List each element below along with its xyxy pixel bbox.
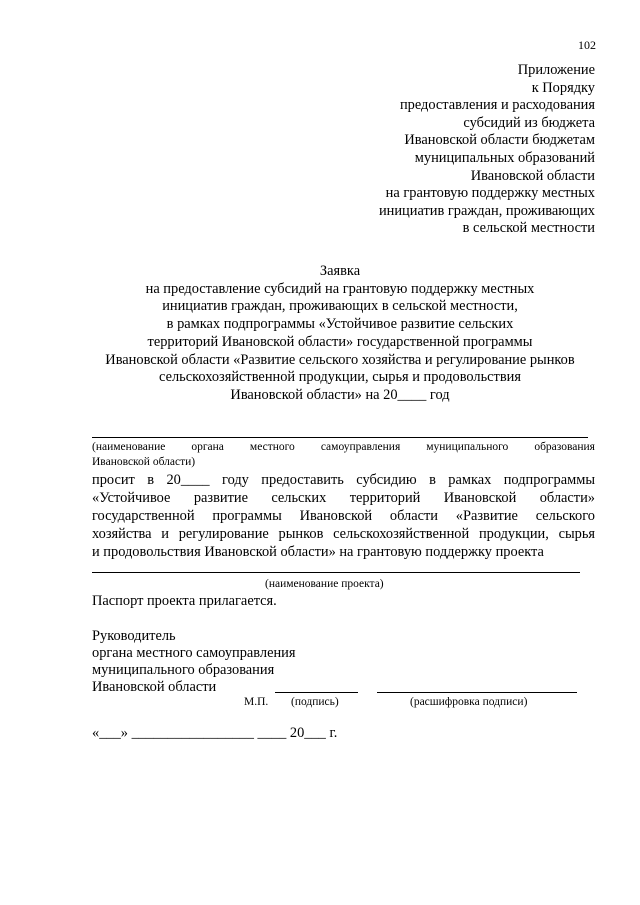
- org-name-caption: [92, 440, 595, 454]
- title-line: Заявка: [319, 263, 361, 279]
- appendix-header: [295, 62, 595, 238]
- appendix-line: к Порядку: [531, 79, 595, 96]
- title-line: в рамках подпрограммы «Устойчивое развитие сельских: [166, 316, 514, 333]
- request-line: хозяйства и регулирование рынков сельскохозяйственной продукции, сырья: [92, 526, 595, 542]
- signer-line: органа местного самоуправления: [92, 645, 296, 661]
- passport-text: Паспорт проекта прилагается.: [92, 593, 277, 609]
- request-line: «Устойчивое развитие сельских территорий Ивановской области»: [92, 490, 595, 506]
- decoding-caption: (расшифровка подписи): [410, 696, 528, 708]
- appendix-line: Ивановской области бюджетам: [404, 132, 595, 149]
- appendix-line: Ивановской области: [470, 167, 595, 184]
- title-line: сельскохозяйственной продукции, сырья и продовольствия: [159, 369, 521, 386]
- request-line: и продовольствия Ивановской области» на грантовую поддержку проекта: [92, 544, 544, 560]
- caption-word: муниципального: [426, 441, 509, 453]
- signer-line: Ивановской области: [92, 679, 217, 695]
- decoding-line: [377, 692, 577, 693]
- title-line: инициатив граждан, проживающих в сельской местности,: [162, 298, 518, 315]
- project-caption: (наименование проекта): [265, 578, 384, 590]
- appendix-line: муниципальных образований: [414, 149, 595, 166]
- appendix-line: Приложение: [517, 62, 595, 78]
- signature-line: [275, 692, 358, 693]
- application-title: [80, 263, 600, 405]
- caption-word: (наименование: [92, 441, 166, 453]
- request-line: просит в 20____ году предоставить субсидию в рамках подпрограммы: [92, 472, 595, 488]
- project-name-line: [92, 572, 580, 573]
- title-line: Ивановской области» на 20____ год: [230, 386, 450, 403]
- caption-word: органа: [191, 441, 224, 453]
- signature-caption: (подпись): [291, 696, 339, 708]
- signer-line: муниципального образования: [92, 662, 275, 678]
- appendix-line: на грантовую поддержку местных: [385, 185, 595, 202]
- title-line: на предоставление субсидий на грантовую поддержку местных: [145, 280, 535, 297]
- caption-word: образования: [534, 441, 595, 453]
- appendix-line: инициатив граждан, проживающих: [378, 202, 595, 219]
- appendix-line: субсидий из бюджета: [463, 114, 595, 131]
- date-line: «___» _________________ ____ 20___ г.: [92, 725, 338, 741]
- appendix-line: предоставления и расходования: [399, 97, 595, 114]
- org-name-line: [92, 437, 588, 438]
- title-line: территорий Ивановской области» государственной программы: [147, 333, 533, 350]
- title-line: Ивановской области «Развитие сельского хозяйства и регулирование рынков: [105, 351, 575, 368]
- org-name-caption-cont: Ивановской области): [92, 456, 196, 468]
- caption-word: самоуправления: [320, 441, 401, 453]
- appendix-line: в сельской местности: [462, 220, 595, 237]
- request-line: государственной программы Ивановской области «Развитие сельского: [92, 508, 595, 524]
- caption-word: местного: [249, 441, 295, 453]
- signer-line: Руководитель: [92, 628, 176, 644]
- stamp-label: М.П.: [244, 696, 269, 708]
- page-number: 102: [578, 38, 596, 52]
